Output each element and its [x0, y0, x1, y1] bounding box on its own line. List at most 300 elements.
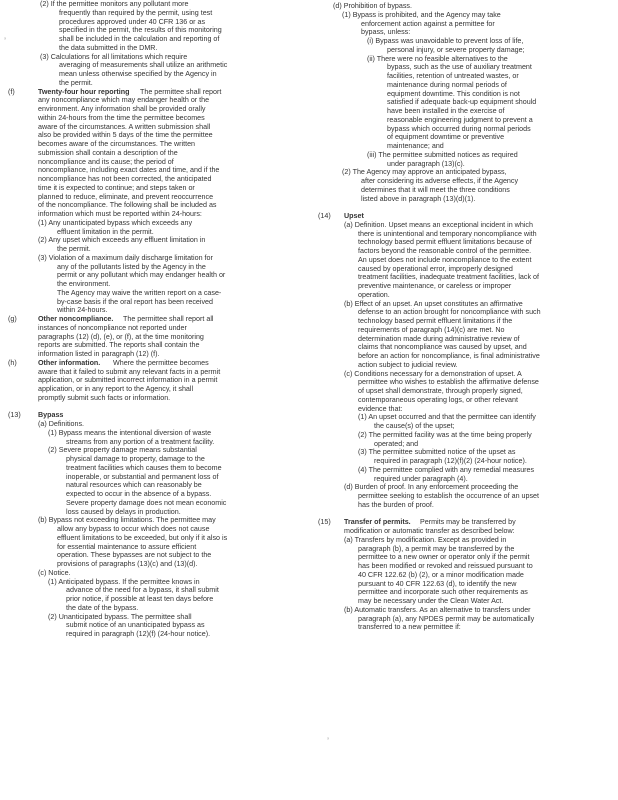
line-text: (b) Automatic transfers. As an alternative to transfers under [344, 605, 531, 614]
text-line [312, 98, 618, 107]
line-text: inoperable, or substantial and permanent loss of [66, 472, 219, 481]
text-line [0, 630, 306, 639]
text-line [0, 70, 306, 79]
text-line [0, 429, 306, 438]
text-line [0, 201, 306, 210]
text-line [0, 385, 306, 394]
text-line [312, 186, 618, 195]
text-line [0, 0, 306, 9]
text-line [0, 114, 306, 123]
line-text: maintenance during normal periods of [387, 80, 507, 89]
line-text: advance of the need for a bypass, it shall submit [66, 586, 219, 595]
line-text: after considering its adverse effects, if the Agency [361, 177, 519, 185]
line-text: (2) Any upset which exceeds any effluent limitation in [38, 236, 206, 245]
line-text: streams from any portion of a treatment facility. [66, 437, 215, 446]
text-line [0, 560, 306, 569]
section-heading: Upset [344, 212, 364, 220]
line-text: allow any bypass to occur which does not cause [57, 525, 210, 533]
line-text: promptly submit such facts or information. [38, 393, 171, 402]
text-line [312, 562, 618, 571]
text-line [312, 160, 618, 169]
text-line [0, 376, 306, 385]
text-line [0, 604, 306, 613]
line-text: operation. [358, 290, 390, 299]
line-text: the data submitted in the DMR. [59, 43, 158, 52]
line-text: defense to an action brought for noncompliance with such [358, 308, 541, 317]
line-text: application, or in any report to the Agency, it shall [38, 385, 194, 393]
line-text: operated; and [374, 439, 419, 448]
line-text: determines that it will meet the three conditions [361, 185, 510, 194]
text-line [0, 324, 306, 333]
text-line [312, 300, 618, 309]
line-text: Severe property damage does not mean economic [66, 498, 227, 507]
line-text: required in paragraph (12)(f) (24-hour notice). [66, 630, 211, 638]
text-line [0, 166, 306, 175]
text-line [0, 61, 306, 70]
line-text: (a) Transfers by modification. Except as provided in [344, 535, 507, 544]
text-line [0, 595, 306, 604]
text-line [0, 26, 306, 35]
line-text: expected to occur in the absence of a bypass. [66, 490, 212, 498]
line-text: permittee who wishes to establish the affirmative defense [358, 378, 539, 387]
line-text: the permit. [57, 245, 91, 253]
line-text: of equipment downtime or preventive [387, 133, 505, 142]
text-line [312, 11, 618, 20]
line-text: shall be included in the calculation and reporting of [59, 35, 220, 43]
text-line [312, 606, 618, 615]
line-text: within 24-hours from the time the permittee becomes [38, 113, 205, 122]
line-text: environment. Any information shall be provided orally [38, 105, 206, 113]
line-text: (15) [318, 518, 331, 527]
line-text: Where the permittee becomes [113, 358, 209, 367]
text-line [0, 158, 306, 167]
text-line [0, 96, 306, 105]
text-line [0, 123, 306, 132]
text-line [312, 615, 618, 624]
text-line [312, 116, 618, 125]
text-line [0, 621, 306, 630]
text-line [0, 79, 306, 88]
text-line [312, 28, 618, 37]
text-line [312, 623, 618, 632]
line-text: The permittee shall report [140, 87, 222, 96]
text-line [0, 53, 306, 62]
text-line [0, 516, 306, 525]
line-text: also be provided within 5 days of the time the permittee [38, 131, 213, 140]
line-text: loss caused by delays in production. [66, 507, 181, 516]
line-text: aware that it failed to submit any relevant facts in a permit [38, 367, 221, 376]
text-line [312, 405, 618, 414]
section-heading: Other noncompliance. [38, 315, 114, 323]
text-line [0, 359, 306, 368]
text-line [0, 18, 306, 27]
text-line [312, 247, 618, 256]
line-text: submit notice of an unanticipated bypass as [66, 621, 205, 630]
text-line [312, 545, 618, 554]
line-text: (c) Conditions necessary for a demonstration of upset. A [344, 369, 522, 378]
text-line [312, 230, 618, 239]
text-line [0, 289, 306, 298]
line-text: becomes aware of the circumstances. The written [38, 140, 196, 148]
text-line [312, 55, 618, 64]
line-text: (2) The permitted facility was at the time being properly [358, 430, 532, 439]
line-text: permittee and incorporate such other requirements as [358, 588, 528, 597]
text-line [0, 551, 306, 560]
line-text: mean unless otherwise specified by the Agency in [59, 70, 217, 78]
text-line [312, 483, 618, 492]
line-text: may be necessary under the Clean Water Act. [358, 597, 504, 605]
blank-line [312, 203, 618, 212]
text-line [312, 72, 618, 81]
line-text: (2) If the permittee monitors any pollutant more [40, 0, 189, 8]
line-text: effluent limitations to be exceeded, but only if it also is [57, 533, 228, 542]
text-line [312, 448, 618, 457]
text-line [312, 422, 618, 431]
line-text: (1) Any unanticipated bypass which exceeds any [38, 218, 193, 227]
text-line [0, 184, 306, 193]
text-line [312, 265, 618, 274]
line-text: planned to reduce, eliminate, and prevent reoccurrence [38, 192, 214, 201]
text-line [0, 394, 306, 403]
line-text: has the burden of proof. [358, 500, 434, 509]
line-text: within 24-hours. [57, 306, 108, 315]
line-text: (c) Notice. [38, 568, 71, 577]
line-text: technology based permit effluent limitations because of [358, 238, 532, 247]
text-line [312, 475, 618, 484]
line-text: bypass which occurred during normal periods [387, 124, 531, 133]
text-line [0, 333, 306, 342]
line-text: 40 CFR 122.62 (b) (2), or a minor modification made [358, 570, 524, 579]
text-line [0, 306, 306, 315]
line-text: application, or submitted incorrect information in a permit [38, 376, 218, 385]
line-text: procedures approved under 40 CFR 136 or as [59, 17, 206, 26]
text-line [312, 177, 618, 186]
line-text: satisfied if adequate back-up equipment should [387, 98, 537, 107]
line-text: frequently than required by the permit, using test [59, 8, 213, 17]
line-text: the cause(s) of the upset; [374, 422, 455, 430]
line-text: (4) The permittee complied with any remedial measures [358, 465, 535, 474]
text-line [0, 193, 306, 202]
line-text: (1) Anticipated bypass. If the permittee knows in [48, 577, 200, 586]
text-line [312, 501, 618, 510]
line-text: pursuant to 40 CFR 122.63 (d), to identify the new [358, 579, 517, 588]
text-line [0, 578, 306, 587]
section-heading: Other information. [38, 358, 101, 367]
text-line [0, 315, 306, 324]
line-text: requirements of paragraph (14)(c) are met. No [358, 325, 505, 334]
line-text: (13) [8, 411, 21, 420]
section-heading: Twenty-four hour reporting [38, 87, 130, 96]
line-text: (h) [8, 358, 17, 367]
line-text: effluent limitation in the permit. [57, 227, 154, 236]
line-text: any noncompliance which may endanger health or the [38, 96, 210, 105]
text-line [312, 378, 618, 387]
line-text: equipment downtime. This condition is not [387, 89, 520, 98]
line-text: (3) Violation of a maximum daily discharge limitation for [38, 253, 213, 262]
line-text: (3) The permittee submitted notice of the upset as [358, 448, 516, 457]
text-line [312, 221, 618, 230]
line-text: aware of the circumstances. A written submission shall [38, 122, 211, 131]
line-text: paragraphs (12) (d), (e), or (f), at the time monitoring [38, 332, 204, 341]
text-line [312, 536, 618, 545]
line-text: claims that noncompliance was caused by upset, and [358, 343, 527, 352]
line-text: enforcement action against a permittee for [361, 19, 495, 28]
text-line [0, 271, 306, 280]
text-line [312, 81, 618, 90]
text-line [0, 508, 306, 517]
text-line [312, 133, 618, 142]
line-text: reasonable engineering judgment to prevent a [387, 115, 533, 124]
text-line [312, 597, 618, 606]
text-line [0, 140, 306, 149]
text-line [0, 543, 306, 552]
line-text: averaging of measurements shall utilize an arithmetic [59, 61, 228, 70]
text-line [0, 569, 306, 578]
text-line [312, 151, 618, 160]
text-line [0, 499, 306, 508]
line-text: An upset does not include noncompliance to the extent [358, 255, 532, 264]
text-line [0, 350, 306, 359]
line-text: (2) The Agency may approve an anticipated bypass, [342, 168, 507, 177]
line-text: facilities, retention of untreated wastes, or [387, 72, 519, 80]
text-line [0, 368, 306, 377]
line-text: contemporaneous operating logs, or other relevant [358, 395, 518, 404]
text-line [312, 308, 618, 317]
left-column [0, 0, 306, 639]
text-line [0, 105, 306, 114]
line-text: noncompliance, including exact dates and time, and if the [38, 166, 220, 175]
scan-mark: ’ [4, 36, 6, 46]
text-line [312, 553, 618, 562]
text-line [0, 298, 306, 307]
text-line [312, 273, 618, 282]
line-text: (a) Definitions. [38, 420, 85, 428]
text-line [312, 440, 618, 449]
text-line [0, 245, 306, 254]
line-text: (d) Burden of proof. In any enforcement proceeding the [344, 483, 519, 492]
line-text: information which must be reported within 24-hours: [38, 210, 202, 218]
text-line [0, 263, 306, 272]
line-text: prior notice, if possible at least ten days before [66, 595, 214, 603]
text-line [312, 168, 618, 177]
text-line [0, 473, 306, 482]
line-text: caused by operational error, improperly designed [358, 264, 513, 273]
scan-mark: ’ [327, 736, 329, 746]
text-line [312, 588, 618, 597]
text-line [0, 534, 306, 543]
line-text: treatment facilities which causes them to become [66, 463, 222, 472]
text-line [0, 219, 306, 228]
text-line [312, 492, 618, 501]
line-text: the permit. [59, 78, 93, 87]
line-text: (b) Bypass not exceeding limitations. The permittee may [38, 516, 216, 525]
text-line [0, 455, 306, 464]
line-text: maintenance; and [387, 142, 444, 150]
line-text: preventive maintenance, or careless or improper [358, 282, 512, 290]
right-column [312, 0, 618, 632]
line-text: information listed in paragraph (12) (f). [38, 350, 160, 358]
text-line [0, 35, 306, 44]
text-line [312, 90, 618, 99]
text-line [312, 370, 618, 379]
text-line [312, 571, 618, 580]
text-line [0, 131, 306, 140]
text-line [0, 438, 306, 447]
text-line [312, 20, 618, 29]
line-text: specified in the permit, the results of this monitoring [59, 26, 222, 35]
line-text: required in paragraph (12)(f)(2) (24-hour notice). [374, 457, 527, 465]
line-text: (14) [318, 212, 331, 220]
text-line [312, 142, 618, 151]
line-text: under paragraph (13)(c). [387, 159, 465, 168]
line-text: (g) [8, 315, 17, 323]
line-text: paragraph (b), a permit may be transferred by the [358, 544, 515, 553]
line-text: permit or any pollutant which may endanger health or [57, 271, 226, 280]
line-text: instances of noncompliance not reported under [38, 323, 187, 332]
text-line [312, 396, 618, 405]
text-line [312, 282, 618, 291]
line-text: personal injury, or severe property damage; [387, 45, 525, 54]
text-line [312, 466, 618, 475]
line-text: (ii) There were no feasible alternatives to the [367, 54, 508, 63]
line-text: of upset shall demonstrate, through properly signed, [358, 387, 523, 395]
text-line [0, 149, 306, 158]
text-line [312, 326, 618, 335]
text-line [0, 88, 306, 97]
line-text: (1) Bypass means the intentional diversion of waste [48, 428, 212, 437]
text-line [0, 464, 306, 473]
text-line [312, 527, 618, 536]
line-text: noncompliance has not been corrected, the anticipated [38, 175, 212, 183]
line-text: permittee seeking to establish the occurrence of an upset [358, 492, 540, 500]
line-text: (1) Bypass is prohibited, and the Agency may take [342, 10, 501, 19]
line-text: of the noncompliance. The following shall be included as [38, 201, 217, 210]
text-line [0, 586, 306, 595]
text-line [0, 613, 306, 622]
text-line [312, 256, 618, 265]
text-line [312, 431, 618, 440]
text-line [312, 212, 618, 221]
section-heading: Transfer of permits. [344, 518, 411, 527]
text-line [0, 411, 306, 420]
text-line [0, 420, 306, 429]
line-text: determination made during administrative review of [358, 334, 520, 343]
text-line [312, 413, 618, 422]
text-line [312, 317, 618, 326]
line-text: listed above in paragraph (13)(d)(1). [361, 194, 476, 203]
line-text: treatment facilities, inadequate treatment facilities, lack of [358, 273, 539, 282]
line-text: (2) Severe property damage means substantial [48, 446, 197, 455]
line-text: Permits may be transferred by [420, 518, 516, 527]
line-text: modification or automatic transfer as described below: [344, 527, 515, 535]
line-text: before an action for noncompliance, is final administrative [358, 352, 540, 360]
text-line [312, 580, 618, 589]
line-text: the environment. [57, 280, 111, 288]
line-text: (a) Definition. Upset means an exceptional incident in which [344, 220, 533, 229]
line-text: (3) Calculations for all limitations which require [40, 52, 188, 61]
line-text: (b) Effect of an upset. An upset constitutes an affirmative [344, 299, 523, 308]
text-line [312, 46, 618, 55]
text-line [0, 341, 306, 350]
text-line [312, 343, 618, 352]
line-text: the date of the bypass. [66, 603, 139, 612]
text-line [0, 44, 306, 53]
line-text: noncompliance and its cause; the period of [38, 157, 174, 166]
text-line [312, 238, 618, 247]
text-line [0, 236, 306, 245]
text-line [0, 228, 306, 237]
line-text: (iii) The permittee submitted notices as required [367, 150, 518, 159]
line-text: any of the pollutants listed by the Agency in the [57, 262, 206, 271]
text-line [312, 352, 618, 361]
text-line [312, 457, 618, 466]
text-line [0, 9, 306, 18]
line-text: permittee to a new owner or operator only if the permit [358, 553, 530, 562]
line-text: (d) Prohibition of bypass. [333, 2, 412, 10]
line-text: bypass, such as the use of auxiliary treatment [387, 63, 532, 72]
line-text: paragraph (a), any NPDES permit may be automatically [358, 614, 535, 623]
line-text: factors beyond the reasonable control of the permittee. [358, 247, 532, 255]
line-text: operation. These bypasses are not subject to the [57, 551, 212, 560]
text-line [0, 280, 306, 289]
line-text: provisions of paragraphs (13)(c) and (13)(d). [57, 560, 198, 568]
text-line [312, 37, 618, 46]
line-text: required under paragraph (4). [374, 474, 468, 483]
text-line [312, 335, 618, 344]
line-text: technology based permit effluent limitations if the [358, 317, 513, 325]
line-text: action subject to judicial review. [358, 360, 458, 369]
line-text: (1) An upset occurred and that the permittee can identify [358, 413, 536, 422]
line-text: The permittee shall report all [123, 315, 214, 323]
text-line [312, 63, 618, 72]
text-line [312, 125, 618, 134]
section-heading: Bypass [38, 411, 64, 420]
text-line [0, 446, 306, 455]
text-line [0, 254, 306, 263]
text-line [0, 481, 306, 490]
line-text: there is unintentional and temporary noncompliance with [358, 229, 537, 238]
text-line [312, 2, 618, 11]
text-line [312, 107, 618, 116]
text-line [312, 518, 618, 527]
line-text: (i) Bypass was unavoidable to prevent loss of life, [367, 37, 524, 45]
text-line [0, 490, 306, 499]
text-line [0, 525, 306, 534]
text-line [0, 175, 306, 184]
line-text: natural resources which can reasonably be [66, 481, 202, 490]
line-text: reports are submitted. The reports shall contain the [38, 341, 200, 350]
text-line [312, 291, 618, 300]
text-line [312, 387, 618, 396]
line-text: (2) Unanticipated bypass. The permittee shall [48, 612, 192, 621]
line-text: (f) [8, 87, 15, 96]
text-line [312, 361, 618, 370]
line-text: bypass, unless: [361, 28, 411, 37]
line-text: transferred to a new permittee if: [358, 623, 461, 632]
line-text: have been installed in the exercise of [387, 107, 505, 115]
blank-line [312, 510, 618, 519]
blank-line [0, 403, 306, 412]
line-text: submission shall contain a description of the [38, 148, 178, 157]
line-text: The Agency may waive the written report on a case- [57, 288, 222, 297]
text-line [312, 195, 618, 204]
line-text: for essential maintenance to assure efficient [57, 542, 197, 551]
line-text: time it is expected to continue; and steps taken or [38, 183, 195, 192]
line-text: has been modified or revoked and reissued pursuant to [358, 562, 533, 570]
text-line [0, 210, 306, 219]
line-text: by-case basis if the oral report has been received [57, 297, 213, 306]
line-text: evidence that: [358, 404, 403, 413]
